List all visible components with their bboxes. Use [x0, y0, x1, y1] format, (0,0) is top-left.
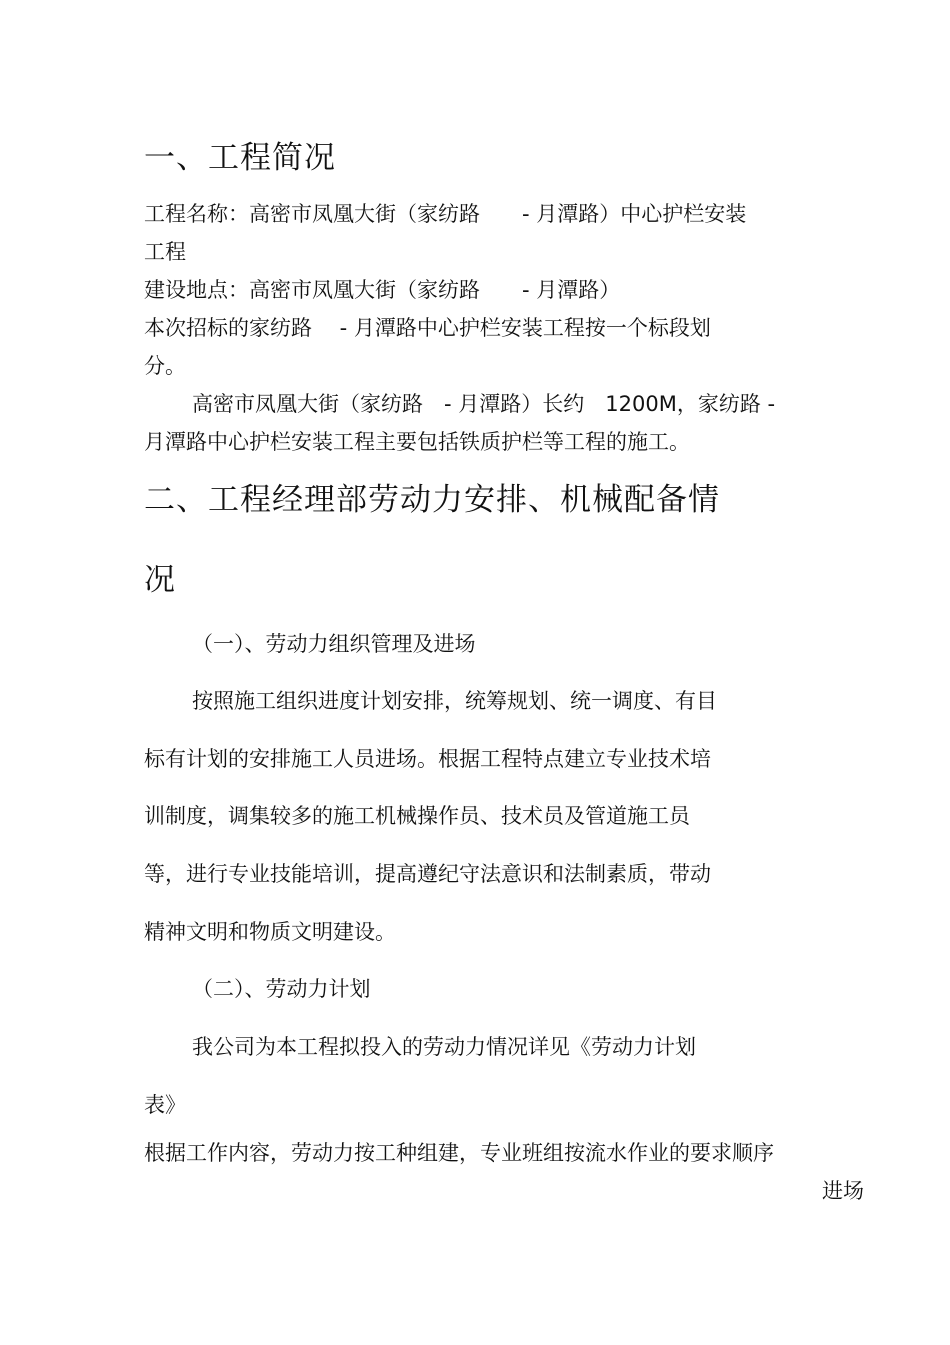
project-name-line-cont: 工程: [144, 240, 186, 264]
subsection-1-heading: （一）、劳动力组织管理及进场: [192, 632, 476, 656]
para1-line: 标有计划的安排施工人员进场。根据工程特点建立专业技术培: [144, 747, 711, 771]
para2-line: 根据工作内容，劳动力按工种组建，专业班组按流水作业的要求顺序: [144, 1141, 774, 1165]
tender-line: 本次招标的家纺路 - 月潭路中心护栏安装工程按一个标段划: [144, 316, 711, 340]
para2-line: 表》: [144, 1093, 186, 1117]
section-2-heading: 二、工程经理部劳动力安排、机械配备情: [144, 482, 720, 518]
location-line: 建设地点：高密市凤凰大街（家纺路 - 月潭路）: [144, 278, 621, 302]
overview-line: 高密市凤凰大街（家纺路 - 月潭路）长约 1200M，家纺路 -: [192, 392, 776, 416]
para2-line: 我公司为本工程拟投入的劳动力情况详见《劳动力计划: [192, 1035, 696, 1059]
para2-line: 进场: [822, 1179, 864, 1203]
tender-line-cont: 分。: [144, 354, 186, 378]
para1-line: 按照施工组织进度计划安排，统筹规划、统一调度、有目: [192, 689, 717, 713]
subsection-2-heading: （二）、劳动力计划: [192, 977, 371, 1001]
para1-line: 精神文明和物质文明建设。: [144, 920, 396, 944]
project-name-line: 工程名称：高密市凤凰大街（家纺路 - 月潭路）中心护栏安装: [144, 202, 747, 226]
section-2-heading-cont: 况: [144, 562, 176, 598]
section-1-heading: 一、工程简况: [144, 140, 336, 176]
para1-line: 训制度，调集较多的施工机械操作员、技术员及管道施工员: [144, 804, 690, 828]
overview-line-cont: 月潭路中心护栏安装工程主要包括铁质护栏等工程的施工。: [144, 430, 690, 454]
para1-line: 等，进行专业技能培训，提高遵纪守法意识和法制素质，带动: [144, 862, 711, 886]
